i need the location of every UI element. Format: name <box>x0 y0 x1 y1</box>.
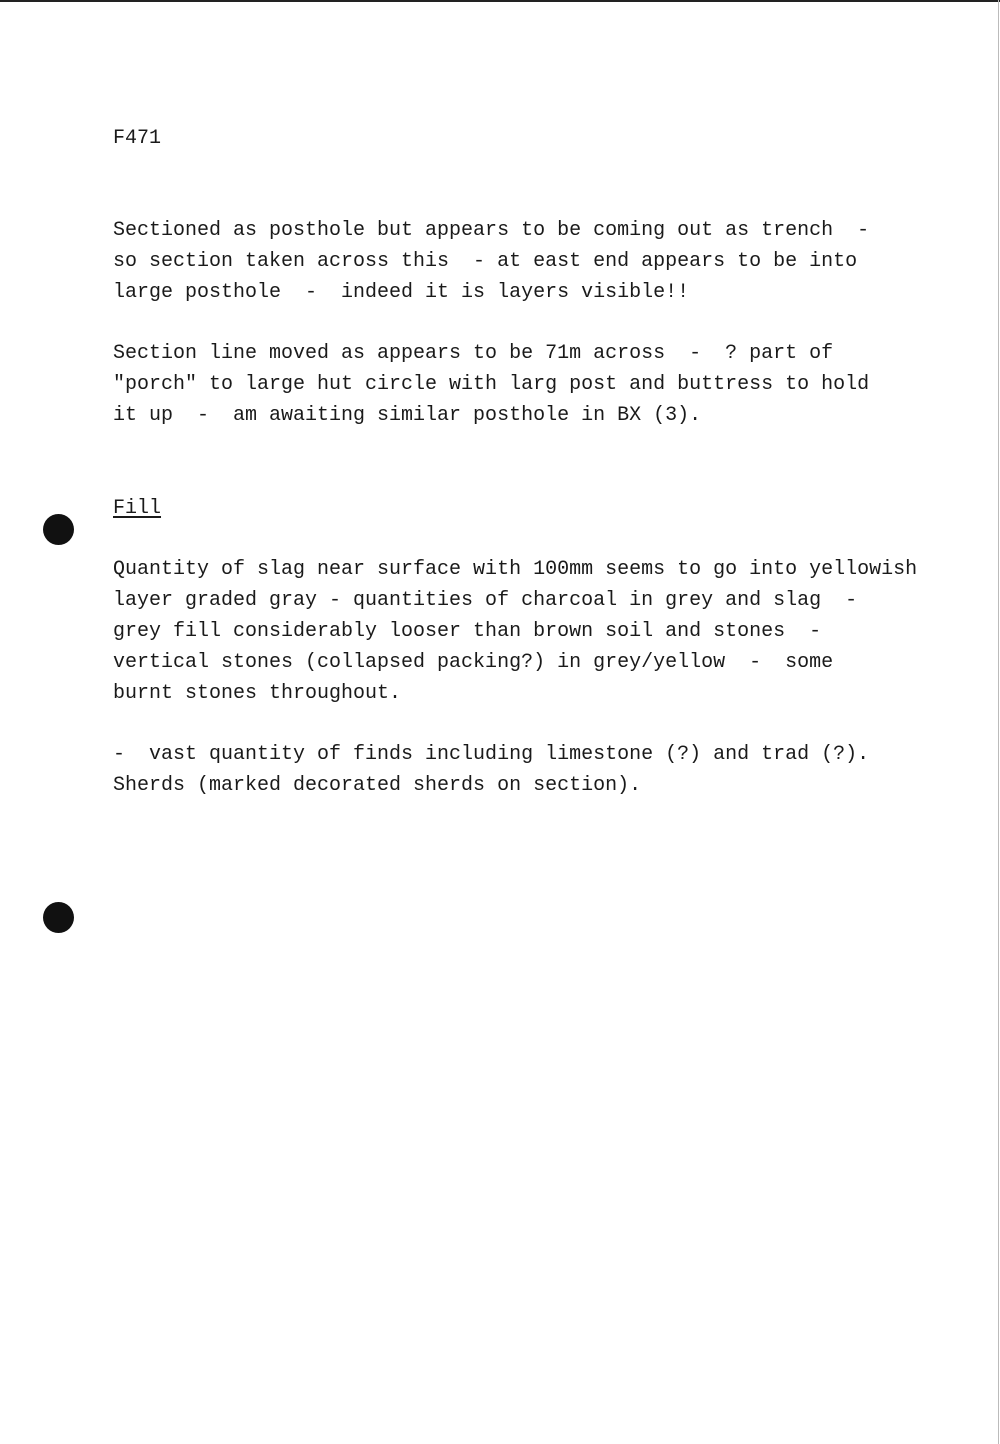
punch-hole-top <box>43 514 74 545</box>
paragraph-2-line: Section line moved as appears to be 71m across - ? part of <box>113 342 834 365</box>
paragraph-3-line: layer graded gray - quantities of charcoal in grey and slag - <box>113 589 858 612</box>
paragraph-4-line: - vast quantity of finds including limestone (?) and trad (?). <box>113 743 870 766</box>
paragraph-3-line: Quantity of slag near surface with 100mm seems to go into yellowish <box>113 558 918 581</box>
paragraph-3-line: burnt stones throughout. <box>113 682 402 705</box>
paragraph-3-line: grey fill considerably looser than brown soil and stones - <box>113 620 822 643</box>
paragraph-4-line: Sherds (marked decorated sherds on section). <box>113 774 642 797</box>
paragraph-1-line: Sectioned as posthole but appears to be coming out as trench - <box>113 219 870 242</box>
page-right-edge <box>998 0 999 1444</box>
document-title: F471 <box>113 127 162 150</box>
paragraph-2-line: it up - am awaiting similar posthole in BX (3). <box>113 404 702 427</box>
page-top-edge <box>0 0 1000 2</box>
paragraph-3-line: vertical stones (collapsed packing?) in grey/yellow - some <box>113 651 834 674</box>
paragraph-1-line: large posthole - indeed it is layers visible!! <box>113 281 690 304</box>
fill-heading: Fill <box>113 497 162 520</box>
paragraph-2-line: "porch" to large hut circle with larg post and buttress to hold <box>113 373 870 396</box>
punch-hole-bottom <box>43 902 74 933</box>
paragraph-1-line: so section taken across this - at east end appears to be into <box>113 250 858 273</box>
